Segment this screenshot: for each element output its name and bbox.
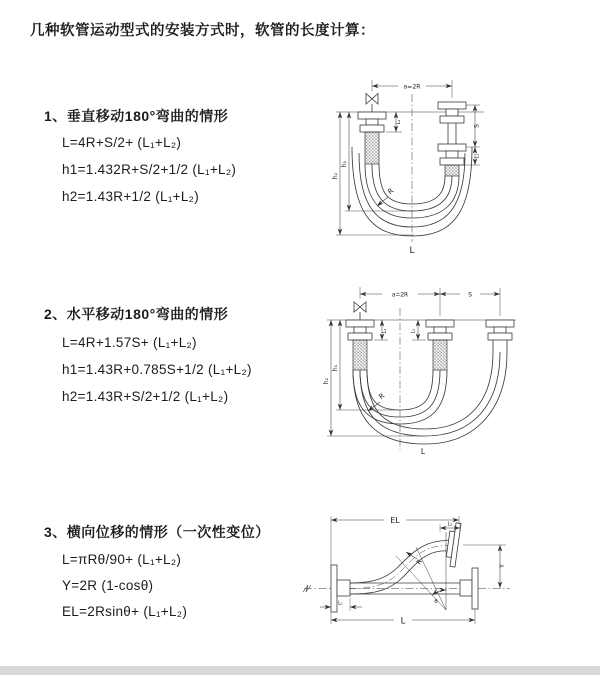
section3-heading: 3、横向位移的情形（一次性变位） — [44, 524, 270, 540]
l1-label: L₁ — [338, 600, 343, 607]
page-bottom-edge — [0, 666, 600, 675]
h2-label: h₂ — [323, 377, 330, 385]
radius-label: R — [377, 391, 387, 402]
radius-label: R — [414, 557, 424, 567]
braided-hose-right — [445, 165, 459, 176]
formula-line: L=4R+S/2+ (L₁+L₂) — [62, 135, 182, 150]
upper-flange-displaced — [445, 522, 461, 567]
page-title: 几种软管运动型式的安装方式时，软管的长度计算： — [30, 23, 375, 39]
span-label: a=2R — [403, 83, 421, 91]
formula-line: Y=2R (1-cosθ) — [62, 578, 154, 593]
formula-line: L=πRθ/90+ (L₁+L₂) — [62, 552, 182, 567]
l1-label: L₁ — [396, 119, 402, 125]
y-label: Y — [498, 564, 506, 568]
hose-s-curve — [350, 540, 458, 595]
el-label: EL — [390, 515, 400, 525]
right-fitting — [486, 320, 514, 340]
formula-line: h1=1.432R+S/2+1/2 (L₁+L₂) — [62, 162, 237, 177]
left-fitting — [358, 112, 386, 132]
l2-label: L₂ — [447, 521, 453, 528]
formula-line: h1=1.43R+0.785S+1/2 (L₁+L₂) — [62, 362, 252, 377]
s-label: S — [473, 124, 481, 128]
braided-hose-left — [353, 340, 367, 370]
formula-line: L=4R+1.57S+ (L₁+L₂) — [62, 335, 197, 350]
theta-label: θ — [434, 599, 438, 605]
l2-label: L₂ — [474, 153, 481, 159]
span-label: a=2R — [391, 292, 409, 299]
right-fittings — [438, 102, 466, 165]
radius-label: R — [386, 186, 396, 197]
diagram-vertical-180-bend — [312, 72, 580, 262]
angle-construction — [396, 532, 446, 610]
length-label: L — [400, 616, 406, 627]
l1-label: L₁ — [382, 328, 388, 334]
length-label: L — [420, 447, 426, 456]
section2-heading: 2、水平移动180°弯曲的情形 — [44, 306, 229, 322]
right-flange-original — [460, 568, 478, 609]
dimension-h2 — [327, 320, 423, 436]
formula-line: h2=1.43R+1/2 (L₁+L₂) — [62, 189, 200, 204]
dimension-span — [360, 287, 500, 316]
h2-label: h₂ — [332, 172, 339, 180]
section1-heading: 1、垂直移动180°弯曲的情形 — [44, 108, 229, 124]
valve-icon — [366, 94, 378, 113]
braided-hose-center — [433, 340, 447, 370]
section3-formulas — [62, 547, 187, 625]
braided-hose-left — [365, 132, 379, 164]
left-fitting — [346, 320, 374, 340]
section2-formulas — [62, 329, 252, 410]
center-fitting — [426, 320, 454, 340]
diagram3-labels — [338, 516, 506, 627]
length-label: L — [409, 246, 415, 256]
diagram2-labels — [323, 291, 472, 456]
valve-icon — [354, 302, 366, 320]
s-label: S — [468, 291, 472, 299]
formula-line: h2=1.43R+S/2+1/2 (L₁+L₂) — [62, 389, 229, 404]
h1-label: h₁ — [332, 364, 339, 372]
section1-formulas — [62, 129, 236, 210]
diagram-horizontal-180-bend — [310, 282, 580, 462]
formula-line: EL=2Rsinθ+ (L₁+L₂) — [62, 604, 188, 619]
diagram-lateral-displacement — [300, 502, 595, 652]
l2-label: L₂ — [410, 328, 417, 334]
h1-label: h₁ — [341, 160, 348, 168]
